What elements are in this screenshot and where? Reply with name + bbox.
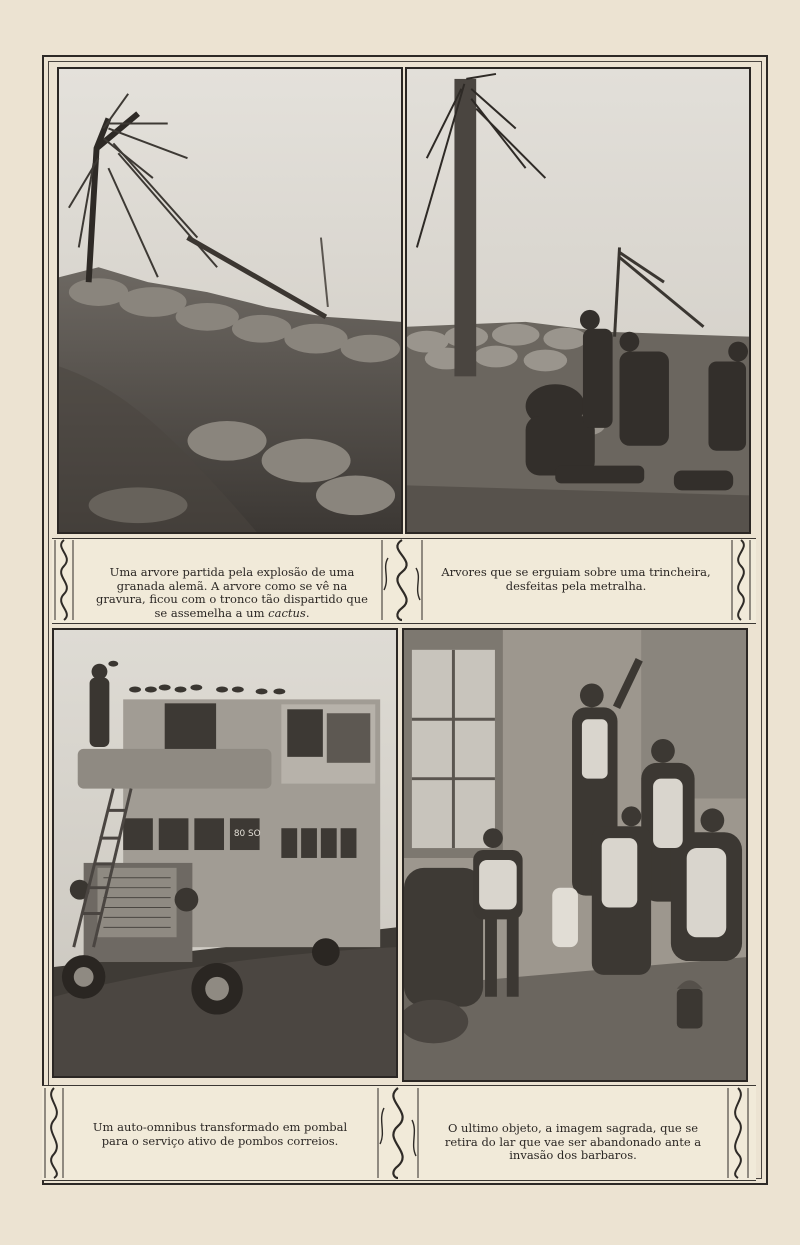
caption-sacred-image: O ultimo objeto, a imagem sagrada, que se retira do lar que vae ser abandonado ante a invasão dos barbaros. [444,1121,702,1162]
caption-omnibus: Um auto-omnibus transformado em pombal para o serviço ativo de pombos correios. [92,1120,348,1148]
photo-omnibus-pigeon-loft [52,628,398,1078]
scroll-ornament-bottom-center [376,1086,420,1180]
scroll-ornament-left [52,538,76,622]
photo-shattered-tree [57,67,403,534]
photo-sacred-image-scene [402,628,748,1082]
scroll-ornament-center [380,538,424,622]
scroll-ornament-bottom-right [724,1086,752,1180]
photo-trench-trees [405,67,751,534]
caption-shattered-tree: Uma arvore partida pela explosão de uma granada alemã. A arvore como se vê na gravura, ficou com o tronco tão dispartido que se assemelha a um cactus. [96,565,368,620]
scroll-ornament-bottom-left [42,1086,66,1180]
vehicle-plate-text: 80 SO [233,829,261,840]
caption-trench-trees: Arvores que se erguiam sobre uma trincheira, desfeitas pela metralha. [441,565,711,593]
scroll-ornament-right [729,538,753,622]
